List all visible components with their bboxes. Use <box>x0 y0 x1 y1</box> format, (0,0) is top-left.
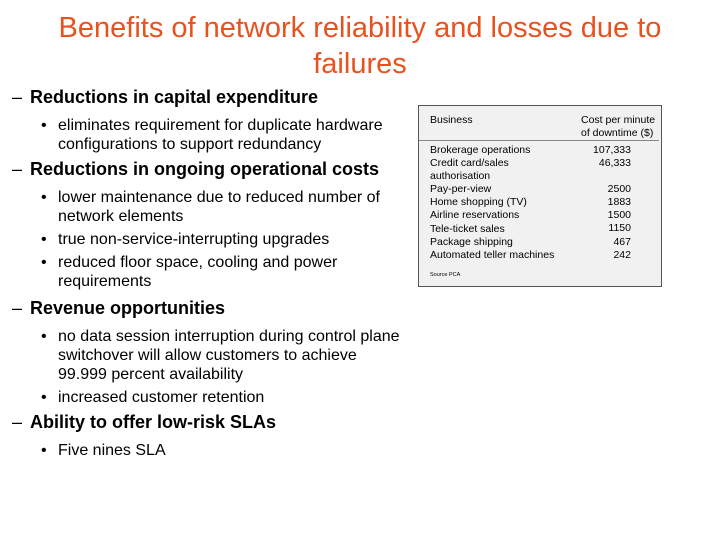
table-cell-business: Airline reservations <box>430 209 520 222</box>
bullet-dot: • <box>41 328 47 345</box>
bullet-dot: • <box>41 117 47 134</box>
cost-column <box>577 144 631 262</box>
table-cell-cost: 467 <box>613 235 631 248</box>
bullet-text: Reductions in ongoing operational costs <box>30 159 380 179</box>
dash-marker: – <box>12 298 23 318</box>
bullet-dot: • <box>41 254 47 271</box>
business-column <box>430 144 554 262</box>
dash-marker: – <box>12 87 23 107</box>
table-header-cost: Cost per minute of downtime ($) <box>581 114 656 140</box>
table-spacer <box>577 170 631 183</box>
bullet-text: eliminates requirement for duplicate hardware configurations to support redundancy <box>58 117 383 153</box>
bullet-level2 <box>12 327 410 384</box>
bullet-level1 <box>12 158 410 180</box>
bullet-dot: • <box>41 389 47 406</box>
table-cell-business: Home shopping (TV) <box>430 196 527 209</box>
table-cell-business: Credit card/sales authorisation <box>430 157 509 183</box>
table-cell-cost: 2500 <box>607 183 631 196</box>
bullet-dot: • <box>41 189 47 206</box>
dash-marker: – <box>12 159 23 179</box>
bullet-level1 <box>12 411 410 433</box>
bullet-level1 <box>12 297 410 319</box>
table-cell-cost: 1500 <box>607 209 631 222</box>
table-cell-business: Tele-ticket sales <box>430 222 505 235</box>
bullet-level2 <box>12 230 410 249</box>
table-cell-cost: 46,333 <box>598 157 631 170</box>
bullet-text: true non-service-interrupting upgrades <box>58 231 330 248</box>
bullet-text: Ability to offer low-risk SLAs <box>30 412 277 432</box>
bullet-level2 <box>12 188 410 226</box>
bullet-dot: • <box>41 442 47 459</box>
bullet-level1 <box>12 86 410 108</box>
downtime-cost-table <box>418 105 662 287</box>
bullet-text: no data session interruption during control plane switchover will allow customers to achieve 99.999 percent availability <box>58 328 400 383</box>
bullet-text: Revenue opportunities <box>30 298 226 318</box>
table-cell-business: Package shipping <box>430 235 513 248</box>
table-cell-business: Pay-per-view <box>430 183 492 196</box>
bullet-text: reduced floor space, cooling and power requirements <box>58 254 338 290</box>
table-header-business: Business <box>430 114 473 126</box>
dash-marker: – <box>12 412 23 432</box>
table-cell-cost: 242 <box>613 248 631 261</box>
bullet-dot: • <box>41 231 47 248</box>
bullet-level2 <box>12 441 410 460</box>
bullet-text: lower maintenance due to reduced number of network elements <box>58 189 380 225</box>
bullet-text: Five nines SLA <box>58 442 166 459</box>
bullet-level2 <box>12 116 410 154</box>
table-cell-cost: 1883 <box>607 196 631 209</box>
bullet-level2 <box>12 388 410 407</box>
bullet-level2 <box>12 253 410 291</box>
table-cell-cost: 107,333 <box>593 144 631 156</box>
table-cell-cost: 1150 <box>608 222 631 235</box>
bullet-text: increased customer retention <box>58 389 265 406</box>
table-cell-business: Brokerage operations <box>430 144 531 156</box>
bullet-text: Reductions in capital expenditure <box>30 87 319 107</box>
bullet-list <box>12 86 410 460</box>
slide-title: Benefits of network reliability and losses due to failures <box>58 12 662 80</box>
table-divider <box>419 140 659 141</box>
table-cell-business: Automated teller machines <box>430 248 555 261</box>
table-source-note: Source PCA <box>430 272 461 278</box>
